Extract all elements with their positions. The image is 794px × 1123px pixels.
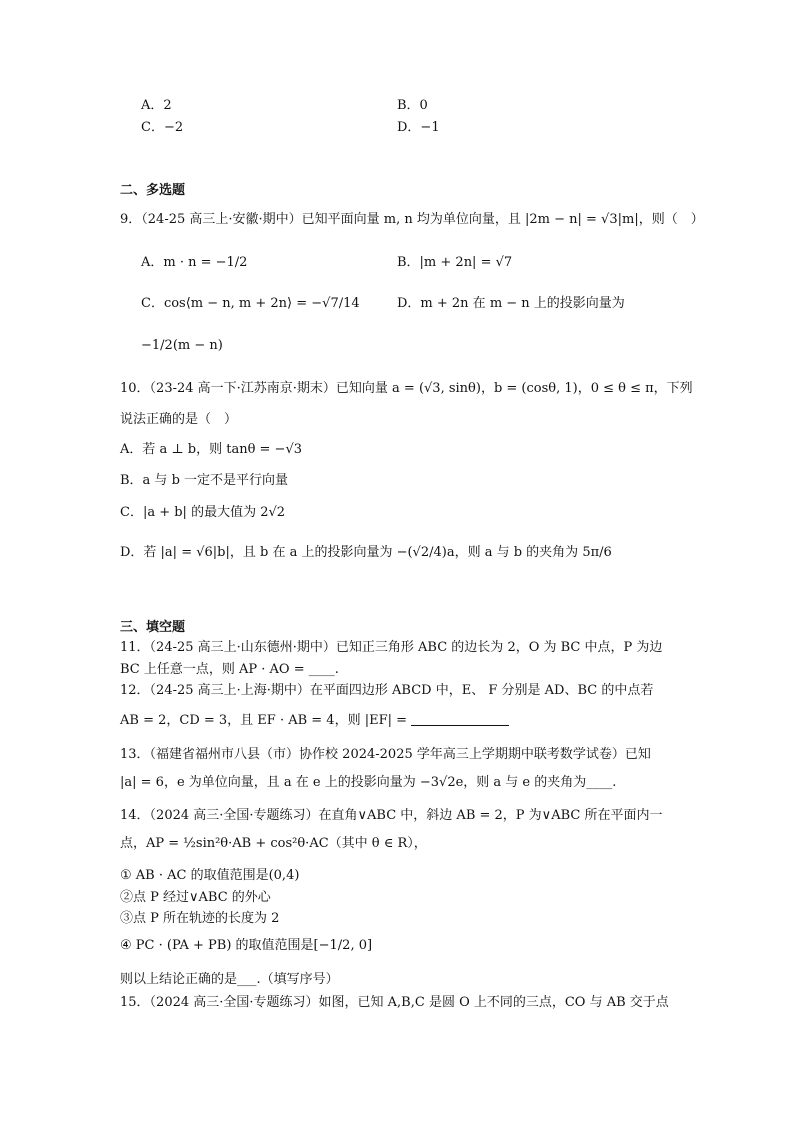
q14-line2: 点，AP = ½sin²θ·AB + cos²θ·AC（其中 θ ∈ R）， <box>120 836 427 851</box>
q10-option-b: B．a 与 b 一定不是平行向量 <box>120 473 289 488</box>
q8-option-a: A．2 <box>141 98 172 113</box>
q11-line2: BC 上任意一点，则 AP · AO = ____. <box>120 662 339 677</box>
q10-option-d: D．若 |a| = √6|b|，且 b 在 a 上的投影向量为 −(√2/4)a，则 a 与 b 的夹角为 5π/6 <box>120 545 612 560</box>
q8-option-b: B．0 <box>397 98 428 113</box>
q13-line1: 13．（福建省福州市八县（市）协作校 2024-2025 学年高三上学期期中联考数学试卷）已知 <box>120 747 651 762</box>
q14-line1: 14．（2024 高三·全国·专题练习）在直角∨ABC 中，斜边 AB = 2，P 为∨ABC 所在平面内一 <box>120 808 663 823</box>
section-title-multiple-choice: 二、多选题 <box>120 183 186 198</box>
q15-line1: 15．（2024 高三·全国·专题练习）如图，已知 A,B,C 是圆 O 上不同的三点，CO 与 AB 交于点 <box>120 995 669 1010</box>
q10-option-c: C．|a + b| 的最大值为 2√2 <box>120 505 286 520</box>
q9-option-d-continued: −1/2(m − n) <box>141 338 223 353</box>
q9-option-d: D．m + 2n 在 m − n 上的投影向量为 <box>397 296 625 311</box>
q8-option-d: D．−1 <box>397 120 440 135</box>
q9-stem: 9．（24-25 高三上·安徽·期中）已知平面向量 m, n 均为单位向量，且 |2m − n| = √3|m|，则（ ） <box>120 212 704 227</box>
q14-question: 则以上结论正确的是___.（填写序号） <box>120 972 339 987</box>
q9-option-c: C．cos⟨m − n, m + 2n⟩ = −√7/14 <box>141 296 360 311</box>
q8-option-c: C．−2 <box>141 120 184 135</box>
q14-statement-2: ②点 P 经过∨ABC 的外心 <box>120 890 271 905</box>
q12-line1: 12．（24-25 高三上·上海·期中）在平面四边形 ABCD 中，E、 F 分别是 AD、BC 的中点若 <box>120 683 654 698</box>
q11-line1: 11．（24-25 高三上·山东德州·期中）已知正三角形 ABC 的边长为 2，O 为 BC 中点，P 为边 <box>120 640 663 655</box>
q9-option-a: A．m · n = −1/2 <box>141 255 248 270</box>
q10-stem-line2: 说法正确的是（ ） <box>120 412 238 427</box>
q14-statement-4: ④ PC · (PA + PB) 的取值范围是[−1/2, 0] <box>120 938 373 953</box>
q12-line2-text: AB = 2，CD = 3，且 EF · AB = 4，则 |EF| = <box>120 713 408 728</box>
q14-statement-3: ③点 P 所在轨迹的长度为 2 <box>120 911 280 926</box>
q13-line2: |a| = 6，e 为单位向量，且 a 在 e 上的投影向量为 −3√2e，则 a 与 e 的夹角为____. <box>120 775 617 790</box>
section-title-fill-in: 三、填空题 <box>120 620 186 635</box>
q12-answer-blank <box>411 712 509 726</box>
q10-stem: 10．（23-24 高一下·江苏南京·期末）已知向量 a = (√3, sinθ)，b = (cosθ, 1)，0 ≤ θ ≤ π，下列 <box>120 381 693 396</box>
q14-statement-1: ① AB · AC 的取值范围是(0,4) <box>120 868 300 883</box>
q9-option-b: B．|m + 2n| = √7 <box>397 255 513 270</box>
q12-line2 <box>120 712 509 729</box>
q10-option-a: A．若 a ⊥ b，则 tanθ = −√3 <box>120 442 302 457</box>
